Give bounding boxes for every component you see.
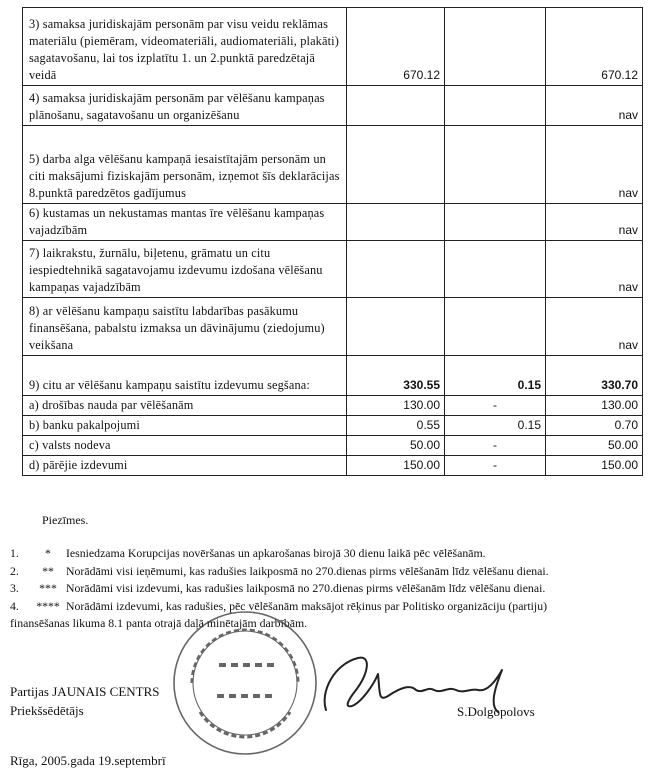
value-cell <box>445 204 546 241</box>
footnote-number: 1. <box>10 546 19 560</box>
footnote-text: Norādāmi visi izdevumi, kas radušies laikposmā no 270.dienas pirms vēlēšanām līdz vēlēšanu dienai. <box>66 581 546 595</box>
value-cell: - <box>445 456 546 476</box>
footnote-continuation: finansēšanas likuma 8.1 panta otrajā daļā minētajām darbībām. <box>10 616 308 630</box>
notes-title: Piezīmes. <box>42 513 89 527</box>
footnote-mark: ** <box>42 563 54 578</box>
handwritten-signature <box>318 650 518 720</box>
row-label: 7) laikrakstu, žurnālu, biļetenu, grāmatu un citu iespiedtehnikā sagatavojamu izdevumu izdošana vēlēšanu kampaņas vajadzībām <box>23 241 347 298</box>
row-label: 6) kustamas un nekustamas mantas īre vēlēšanu kampaņas vajadzībām <box>23 204 347 241</box>
value-cell <box>445 86 546 126</box>
value-cell: 0.15 <box>445 356 546 396</box>
value-cell <box>445 8 546 86</box>
footnote-text: Norādāmi izdevumi, kas radušies, pēc vēlēšanām maksājot rēķinus par Politisko organizāciju (partiju) <box>66 598 548 613</box>
row-label: 4) samaksa juridiskajām personām par vēlēšanu kampaņas plānošanu, sagatavošanu un organizēšanu <box>23 86 347 126</box>
value-cell <box>445 241 546 298</box>
row-label: 8) ar vēlēšanu kampaņu saistītu labdarības pasākumu finansēšana, pabalstu izmaksa un dāvinājumu (ziedojumu) veikšana <box>23 298 347 356</box>
table-row <box>23 298 643 356</box>
table-row <box>23 241 643 298</box>
value-cell: 330.55 <box>347 356 445 396</box>
value-cell: 150.00 <box>347 456 445 476</box>
table-row <box>23 86 643 126</box>
value-cell: 130.00 <box>546 396 643 416</box>
value-cell: 50.00 <box>546 436 643 456</box>
table-row <box>23 356 643 396</box>
footnote-text: Iesniedzama Korupcijas novēršanas un apkarošanas birojā 30 dienu laikā pēc vēlēšanām. <box>66 546 486 560</box>
table-row <box>23 396 643 416</box>
value-cell: nav <box>546 204 643 241</box>
row-label: c) valsts nodeva <box>23 436 347 456</box>
table-row <box>23 456 643 476</box>
value-cell: - <box>445 396 546 416</box>
party-line: Partijas JAUNAIS CENTRS <box>10 684 160 699</box>
value-cell: 130.00 <box>347 396 445 416</box>
signatory-block <box>10 682 160 720</box>
value-cell: - <box>445 436 546 456</box>
footnote-item <box>10 545 642 563</box>
value-cell: 0.70 <box>546 416 643 436</box>
value-cell <box>445 126 546 204</box>
footnote-number: 4. <box>10 598 19 613</box>
row-label: d) pārējie izdevumi <box>23 456 347 476</box>
value-cell: 330.70 <box>546 356 643 396</box>
value-cell <box>347 241 445 298</box>
footnote-item <box>10 563 642 581</box>
footnote-item <box>10 580 642 598</box>
signatory-role: Priekšsēdētājs <box>10 703 84 718</box>
row-label: b) banku pakalpojumi <box>23 416 347 436</box>
footnote-number: 2. <box>10 563 19 578</box>
footnote-mark: * <box>45 546 51 560</box>
value-cell <box>347 298 445 356</box>
value-cell: 670.12 <box>347 8 445 86</box>
footnote-mark: *** <box>39 581 57 595</box>
table-row <box>23 126 643 204</box>
row-label: 9) citu ar vēlēšanu kampaņu saistītu izdevumu segšana: <box>23 356 347 396</box>
value-cell: 0.15 <box>445 416 546 436</box>
value-cell <box>347 86 445 126</box>
value-cell: 670.12 <box>546 8 643 86</box>
footnote-item <box>10 598 642 616</box>
place-date: Rīga, 2005.gada 19.septembrī <box>10 753 166 768</box>
footnote-number: 3. <box>10 581 19 595</box>
value-cell: nav <box>546 126 643 204</box>
party-seal-stamp <box>170 608 320 758</box>
value-cell: nav <box>546 298 643 356</box>
value-cell <box>445 298 546 356</box>
footnote-mark: **** <box>36 598 60 613</box>
table-row <box>23 416 643 436</box>
value-cell: 0.55 <box>347 416 445 436</box>
value-cell: 50.00 <box>347 436 445 456</box>
value-cell <box>347 126 445 204</box>
footnotes <box>10 545 642 633</box>
signatory-name: S.Dolgopolovs <box>457 704 535 719</box>
row-label: 5) darba alga vēlēšanu kampaņā iesaistītajām personām un citi maksājumi fiziskajām personām, izņemot šīs deklarācijas 8.punktā paredzētos gadījumus <box>23 126 347 204</box>
row-label: a) drošības nauda par vēlēšanām <box>23 396 347 416</box>
table-row <box>23 436 643 456</box>
table-row <box>23 204 643 241</box>
value-cell: nav <box>546 86 643 126</box>
value-cell: nav <box>546 241 643 298</box>
table-row <box>23 8 643 86</box>
expense-table <box>22 7 643 476</box>
value-cell: 150.00 <box>546 456 643 476</box>
row-label: 3) samaksa juridiskajām personām par visu veidu reklāmas materiālu (piemēram, videomateriāli, audiomateriāli, plakāti) sagatavošanu, lai tos izplatītu 1. un 2.punktā paredzētajā veidā <box>23 8 347 86</box>
value-cell <box>347 204 445 241</box>
footnote-text: Norādāmi visi ieņēmumi, kas radušies laikposmā no 270.dienas pirms vēlēšanām līdz vēlēšanu dienai. <box>66 563 549 578</box>
